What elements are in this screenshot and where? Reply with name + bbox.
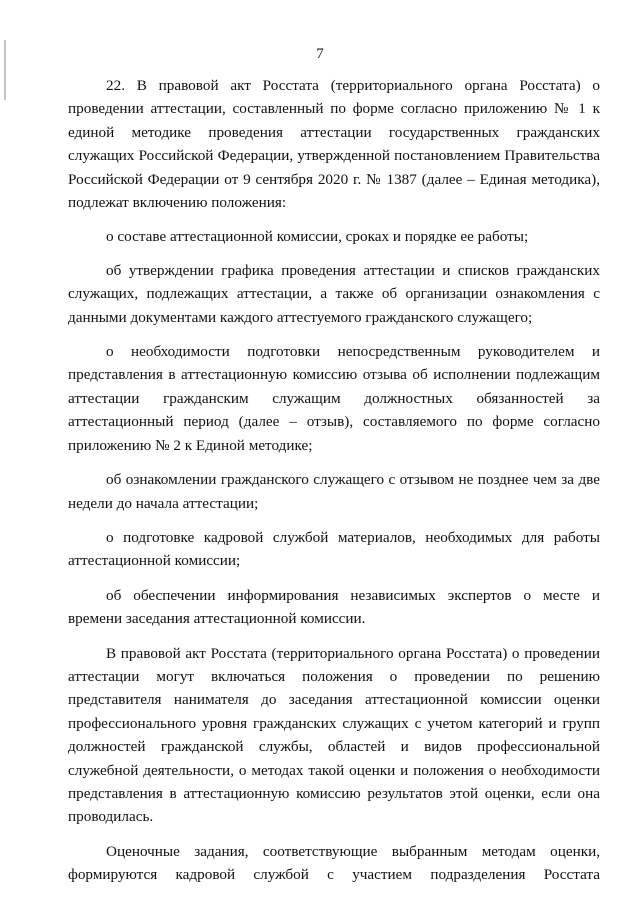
paragraph-assessment-tasks: Оценочные задания, соответствующие выбранным методам оценки, формируются кадровой службой с участием подразделения Росстата (68, 842, 600, 884)
paragraph-materials-preparation: о подготовке кадровой службой материалов, необходимых для работы аттестационной комиссии; (68, 528, 600, 570)
paragraph-22-intro: 22. В правовой акт Росстата (территориального органа Росстата) о проведении аттестации, составленный по форме согласно приложению № 1 к единой методике проведения аттестации государственных гражданских служащих Российской Федерации, утвержденной постановлением Правительства Российской Федерации от 9 сентября 2020 г. № 1387 (далее – Единая методика), подлежат включению положения: (68, 77, 600, 212)
paragraph-review-preparation: о необходимости подготовки непосредственным руководителем и представления в аттестационную комиссию отзыва об исполнении подлежащим аттестации гражданским служащим должностных обязанностей за аттестационный период (далее – отзыв), составляемого по форме согласно приложению № 2 к Единой методике; (68, 343, 600, 454)
paragraph-experts-informing: об обеспечении информирования независимых экспертов о месте и времени заседания аттестационной комиссии. (68, 586, 600, 628)
paragraph-professional-assessment: В правовой акт Росстата (территориального органа Росстата) о проведении аттестации могут включаться положения о проведении по решению представителя нанимателя до заседания аттестационной комиссии оценки профессионального уровня гражданских служащих с учетом категорий и групп должностей гражданской службы, областей и видов профессиональной служебной деятельности, о методах такой оценки и положения о необходимости представления в аттестационную комиссию результатов этой оценки, если она проводилась. (68, 644, 600, 826)
paragraph-review-familiarization: об ознакомлении гражданского служащего с отзывом не позднее чем за две недели до начала аттестации; (68, 471, 600, 512)
paragraph-commission-composition: о составе аттестационной комиссии, сроках и порядке ее работы; (106, 228, 529, 246)
document-body (68, 74, 600, 898)
paragraph-schedule-approval: об утверждении графика проведения аттестации и списков гражданских служащих, подлежащих аттестации, а также об организации ознакомления с данными документами каждого аттестуемого гражданского служащего; (68, 261, 600, 326)
page-number: 7 (316, 46, 324, 62)
